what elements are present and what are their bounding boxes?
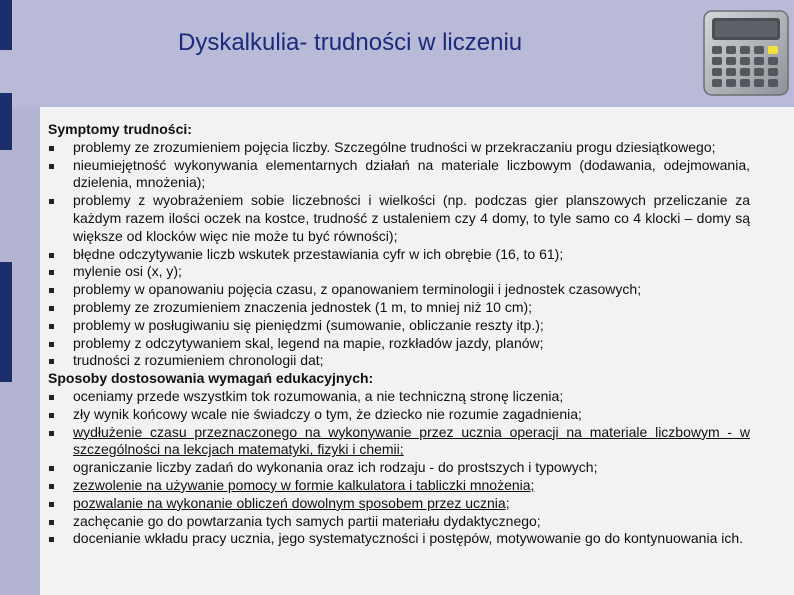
calculator-key [726, 68, 736, 76]
section-heading: Symptomy trudności: [48, 121, 192, 137]
list-item-text: zły wynik końcowy wcale nie świadczy o tym, że dziecko nie rozumie zagadnienia; [73, 405, 582, 422]
calculator-key [754, 79, 764, 87]
section-heading: Sposoby dostosowania wymagań edukacyjnych: [48, 370, 374, 387]
calculator-key [726, 57, 736, 65]
accent-bar [0, 262, 12, 382]
list-item: problemy ze zrozumieniem pojęcia liczby. Szczególne trudności w przekraczaniu progu dziesiątkowego; [48, 139, 750, 157]
list-item: problemy ze zrozumieniem znaczenia jednostek (1 m, to mniej niż 10 cm); [48, 299, 750, 317]
calculator-key [712, 46, 722, 54]
slide-title: Dyskalkulia- trudności w liczeniu [178, 29, 523, 56]
list-item-text: zezwolenie na używanie pomocy w formie kalkulatora i tabliczki mnożenia; [73, 476, 535, 493]
list-item [48, 530, 750, 548]
calculator-key [754, 68, 764, 76]
list-item-text: wydłużenie czasu przeznaczonego na wykonywanie przez ucznia operacji na materiale liczbowym - w szczególności na lekcjach matematyki, fizyki i chemii; [73, 423, 750, 458]
accent-bar [0, 93, 12, 150]
adaptations-list [48, 388, 750, 548]
list-item [48, 513, 750, 531]
list-item [48, 459, 750, 477]
calculator-key [726, 79, 736, 87]
calculator-key [754, 57, 764, 65]
calculator-key [740, 79, 750, 87]
calculator-key [740, 68, 750, 76]
list-item: problemy z odczytywaniem skal, legend na mapie, rozkładów jazdy, planów; [48, 335, 750, 353]
list-item-text: docenianie wkładu pracy ucznia, jego systematyczności i postępów, motywowanie go do kontynuowania ich. [73, 530, 744, 547]
list-item [48, 388, 750, 406]
list-item: problemy w opanowaniu pojęcia czasu, z opanowaniem terminologii i jednostek czasowych; [48, 281, 750, 299]
calculator-key [712, 68, 722, 76]
calculator-key [740, 46, 750, 54]
calculator-key [712, 79, 722, 87]
list-item [48, 424, 750, 460]
list-item: błędne odczytywanie liczb wskutek przestawiania cyfr w ich obrębie (16, to 61); [48, 246, 750, 264]
list-item [48, 477, 750, 495]
calculator-key [754, 46, 764, 54]
list-item: mylenie osi (x, y); [48, 263, 750, 281]
calculator-key [768, 79, 778, 87]
calculator-key [712, 57, 722, 65]
list-item: problemy z wyobrażeniem sobie liczebności i wielkości (np. podczas gier planszowych przeliczanie za każdym razem ilości oczek na kostce, trudność z ustaleniem czy 4 domy, to tyle samo co 4 klocki – domy są większe od klocków więc nie może tu być równości); [48, 192, 750, 245]
accent-bar [0, 0, 12, 50]
calculator-key [768, 68, 778, 76]
list-item [48, 406, 750, 424]
content [48, 121, 750, 548]
list-item: problemy w posługiwaniu się pieniędzmi (sumowanie, obliczanie reszty itp.); [48, 317, 750, 335]
calculator-key [768, 57, 778, 65]
list-item-text: ograniczanie liczby zadań do wykonania oraz ich rodzaju - do prostszych i typowych; [73, 459, 598, 476]
symptoms-list [48, 139, 750, 370]
list-item: trudności z rozumieniem chronologii dat; [48, 352, 750, 370]
calculator-key [726, 46, 736, 54]
calculator-icon [702, 9, 790, 97]
list-item [48, 495, 750, 513]
calculator-key [768, 46, 778, 54]
list-item-text: pozwalanie na wykonanie obliczeń dowolnym sposobem przez ucznia; [73, 494, 510, 511]
calculator-key [740, 57, 750, 65]
list-item-text: oceniamy przede wszystkim tok rozumowania, a nie techniczną stronę liczenia; [73, 387, 564, 404]
list-item-text: zachęcanie go do powtarzania tych samych partii materiału dydaktycznego; [73, 512, 541, 529]
list-item: nieumiejętność wykonywania elementarnych działań na materiale liczbowym (dodawania, odejmowania, dzielenia, mnożenia); [48, 157, 750, 193]
